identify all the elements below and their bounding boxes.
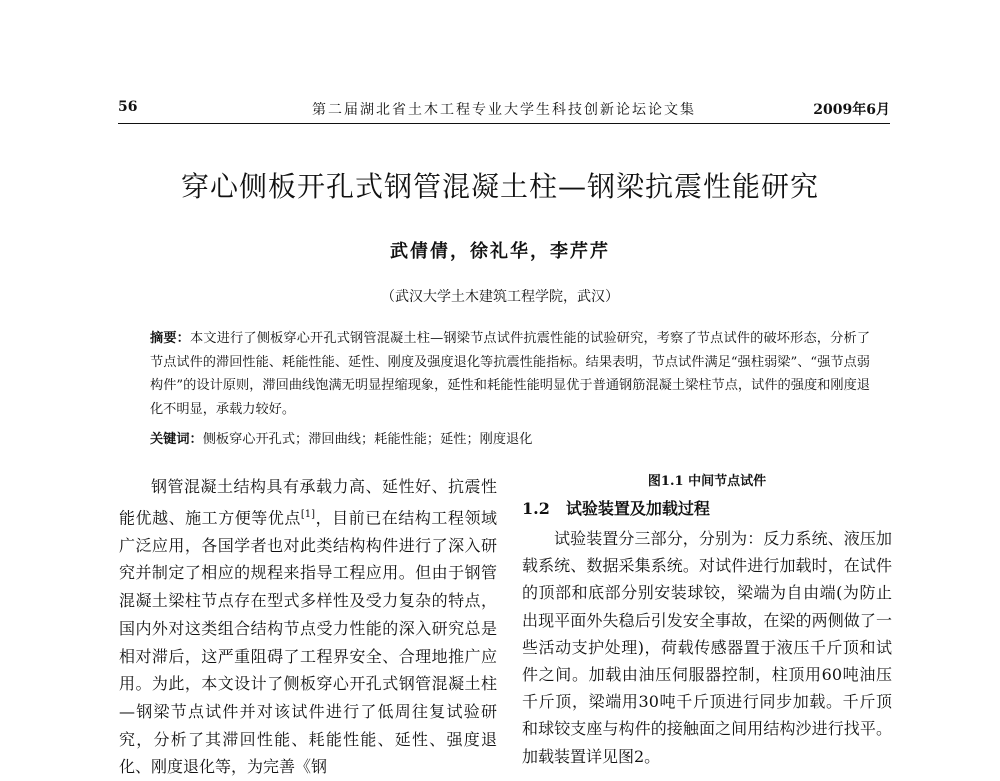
author-affiliation: （武汉大学土木建筑工程学院，武汉） bbox=[381, 289, 619, 305]
keywords-label: 关键词： bbox=[150, 432, 203, 447]
running-header bbox=[118, 99, 890, 121]
right-column bbox=[522, 472, 892, 770]
header-rule bbox=[118, 123, 890, 124]
publication-date: 2009年6月 bbox=[813, 102, 890, 118]
paper-title: 穿心侧板开孔式钢管混凝土柱—钢梁抗震性能研究 bbox=[180, 170, 819, 203]
abstract-text: 本文进行了侧板穿心开孔式钢管混凝土柱—钢梁节点试件抗震性能的试验研究，考察了节点试件的破坏形态，分析了节点试件的滞回性能、耗能性能、延性、刚度及强度退化等抗震性能指标。结果表明，节点试件满足“强柱弱梁”、“强节点弱构件”的设计原则，滞回曲线饱满无明显捏缩现象，延性和耗能性能明显优于普通钢筋混凝土梁柱节点，试件的强度和刚度退化不明显，承载力较好。 bbox=[150, 331, 871, 417]
journal-name: 第二届湖北省土木工程专业大学生科技创新论坛论文集 bbox=[312, 102, 696, 118]
intro-text-part2: ，目前已在结构工程领域广泛应用，各国学者也对此类结构构件进行了深入研究并制定了相应的规程来指导工程应用。但由于钢管混凝土梁柱节点存在型式多样性及受力复杂的特点，国内外对这类组合结构节点受力性能的深入研究总是相对滞后，这严重阻碍了工程界安全、合理地推广应用。为此，本文设计了侧板穿心开孔式钢管混凝土柱—钢梁节点试件并对该试件进行了低周往复试验研究，分析了其滞回性能、耗能性能、延性、强度退化、刚度退化等，为完善《钢 bbox=[119, 508, 497, 777]
section-paragraph: 试验装置分三部分，分别为：反力系统、液压加载系统、数据采集系统。对试件进行加载时，在试件的顶部和底部分别安装球铰，梁端为自由端(为防止出现平面外失稳后引发安全事故，在梁的两侧做了一些活动支护处理)，荷载传感器置于液压千斤顶和试件之间。加载由油压伺服器控制，柱顶用60吨油压千斤顶，梁端用30吨千斤顶进行同步加载。千斤顶和球铰支座与构件的接触面之间用结构沙进行找平。加载装置详见图2。 bbox=[522, 529, 892, 766]
section-heading: 1.2 试验装置及加载过程 bbox=[522, 499, 710, 518]
intro-paragraph bbox=[119, 473, 497, 781]
paper-authors: 武倩倩，徐礼华，李芹芹 bbox=[390, 241, 610, 262]
abstract bbox=[150, 327, 870, 421]
left-column bbox=[119, 473, 497, 781]
keywords bbox=[150, 428, 870, 447]
citation-ref: [1] bbox=[300, 508, 316, 520]
figure-caption: 图1.1 中间节点试件 bbox=[647, 474, 767, 489]
keywords-text: 侧板穿心开孔式；滞回曲线；耗能性能；延性；刚度退化 bbox=[202, 432, 533, 447]
abstract-label: 摘要： bbox=[150, 331, 191, 346]
page-number: 56 bbox=[118, 99, 138, 115]
intro-text-part1: 钢管混凝土结构具有承载力高、延性好、抗震性能优越、施工方便等优点 bbox=[119, 477, 497, 528]
